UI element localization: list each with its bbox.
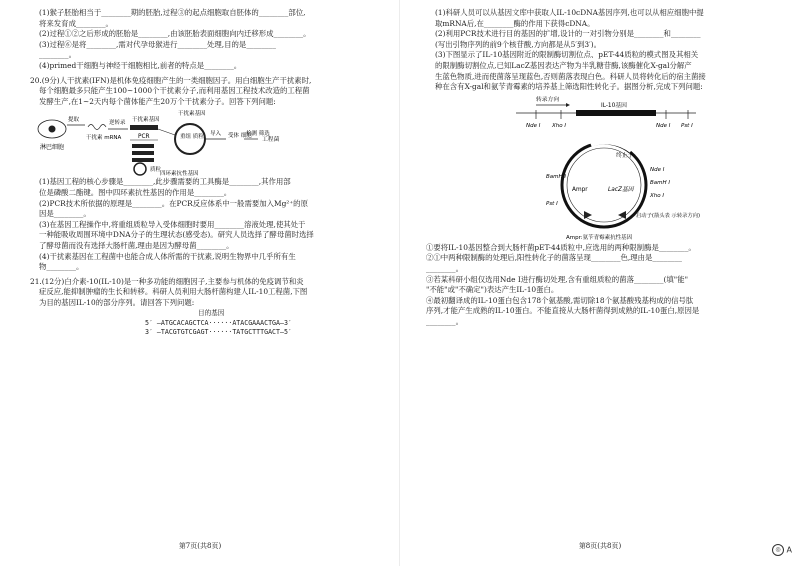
recombinant-label: 重组 质粒 xyxy=(180,134,204,141)
text-line: (1)科研人员可以从基因文库中获取人IL-10cDNA基因序列,也可以从相应细胞中提 xyxy=(435,8,704,17)
interferon-figure xyxy=(30,107,330,177)
text-line: (3)在基因工程操作中,将重组质粒导入受体细胞时要用________溶液处理,使其处于 xyxy=(39,219,306,229)
text-line: 序列,才能产生成熟的IL-10蛋白。不能直接从大肠杆菌得到成熟的IL-10蛋白,原因是 xyxy=(426,306,700,316)
text-line: 位是磷酸二酯键。图中四环素抗性基因的作用是________。 xyxy=(39,187,232,197)
gene-block xyxy=(130,125,158,130)
text-line: 一种能吸收周围环境中DNA分子的生理状态(感受态)。研究人员选择了酵母菌时选择 xyxy=(39,230,314,240)
promoter-arrow-2 xyxy=(618,211,626,219)
pst-plasmid-label: Pst I xyxy=(546,200,558,207)
gene-top-label: 干扰素基因 xyxy=(178,111,206,118)
right-top-block xyxy=(426,8,782,93)
ampr-label: Ampr xyxy=(572,186,588,193)
promoter-label: 启动子(箭头表 示转录方向) xyxy=(636,212,701,219)
logo-letter: A xyxy=(786,545,792,555)
xho-label: Xho I xyxy=(552,122,566,129)
right-page xyxy=(400,0,800,566)
pst-label: Pst I xyxy=(681,122,693,129)
text-line: 取mRNA后,在________酶的作用下获得cDNA。 xyxy=(435,18,595,28)
nde-plasmid-label: Nde I xyxy=(650,166,665,173)
ampr-caption: Ampr:氨苄青霉素抗性基因 xyxy=(566,234,633,241)
sequence-line-2: 3′ —TACGTGTCGAGT······TATGCTTTGACT—5′ xyxy=(145,328,292,337)
text-line: 每个细胞最多只能产生100~1000个干扰素分子,而利用基因工程技术改造的工程菌 xyxy=(39,86,310,96)
resistance-label: 四环素抗性基因 xyxy=(160,171,199,178)
receptor-label: 受体 细胞 xyxy=(228,133,252,140)
bamh-plasmid-label: BamH I xyxy=(650,179,671,186)
text-line: 因是________。 xyxy=(39,209,91,219)
question-20 xyxy=(30,76,386,108)
text-line: (4)干扰素基因在工程菌中也能合成人体所需的干扰素,说明生物界中几乎所有生 xyxy=(39,251,296,261)
text-line: ________。 xyxy=(426,263,463,273)
plasmid-figure xyxy=(426,93,782,243)
il10-gene-bar xyxy=(576,110,656,116)
text-line: 的限制酶切割位点,已知LacZ基因表达产物为半乳糖苷酶,该酶催化X-gal分解产 xyxy=(435,60,692,70)
detect-label: 检测 筛选 xyxy=(246,131,270,138)
gene-title: 目的基因 xyxy=(198,309,225,318)
text-line: (2)过程①②之后形成的胚胎是________,由该胚胎表面细胞向内迁移形成________。 xyxy=(39,29,311,39)
text-line: ________。 xyxy=(426,316,463,326)
lacz-label: LacZ基因 xyxy=(608,186,634,193)
text-line: (3)下图显示了IL-10基因附近的限制酶切割位点、pET-44质粒的模式图及其相关 xyxy=(435,50,699,60)
nde-label-2: Nde I xyxy=(656,122,671,129)
direction-arrowhead xyxy=(566,103,570,107)
extract-label: 提取 xyxy=(68,117,80,124)
right-question-body xyxy=(426,243,782,328)
mrna-wave xyxy=(88,125,106,130)
import-label: 导入 xyxy=(210,131,222,138)
pcr-product-2 xyxy=(132,151,154,155)
text-line: 物________。 xyxy=(39,262,84,272)
text-line: 为目的基因IL-10的部分序列。请回答下列问题: xyxy=(39,297,195,307)
text-line: 生蓝色物质,进而使菌落呈现蓝色,否则菌落表现白色。科研人员将转化后的宿主菌接 xyxy=(435,71,706,81)
pcr-product-1 xyxy=(132,144,154,148)
nde-label: Nde I xyxy=(526,122,541,129)
text-line: (4)primed干细胞与神经干细胞相比,前者的特点是________。 xyxy=(39,60,242,70)
text-line: (3)过程⑥是将________,需对代孕母猴进行________处理,目的是________ xyxy=(39,39,276,49)
text-line: ②①中两种限制酶的处理后,阳性转化子的菌落呈现________色,理由是________ xyxy=(426,253,682,263)
mrna-label: 干扰素 mRNA xyxy=(86,135,122,142)
text-line: (1)基因工程的核心步骤是________,此步骤需要的工具酶是________,其作用部 xyxy=(39,177,291,187)
pcr-label: PCR xyxy=(138,134,150,141)
engineered-label: 工程菌 xyxy=(262,137,280,144)
bamh-label: BamH I xyxy=(546,173,567,180)
to-recombinant-arrow xyxy=(158,129,175,135)
xho-plasmid-label: Xho I xyxy=(650,192,664,199)
gene-label-top: 干扰素基因 xyxy=(132,117,160,124)
il10-label: IL-10基因 xyxy=(601,102,627,109)
text-line: ________。 xyxy=(39,50,76,60)
question-21 xyxy=(30,277,386,309)
plasmid-label: 质粒 xyxy=(150,167,162,174)
text-line: 种在含有X-gal和氨苄青霉素的培养基上筛选阳性转化子。据图分析,完成下列问题: xyxy=(435,82,703,92)
cell-label: 淋巴细胞 xyxy=(40,144,65,152)
text-line: ①要将IL-10基因整合到大肠杆菌pET-44质粒中,应选用的两种限制酶是________。 xyxy=(426,242,696,252)
plasmid-inner-ring xyxy=(567,148,641,222)
sequence-line-1: 5′ —ATGCACAGCTCA······ATACGAAACTGA—3′ xyxy=(145,319,292,328)
text-line: 了酵母菌而没有选择大肠杆菌,理由是因为酵母菌________。 xyxy=(39,240,234,250)
terminator-label: 终止子 xyxy=(616,152,634,159)
left-top-block xyxy=(30,8,386,72)
text-line: ④最初翻译成的IL-10蛋白包含178个氨基酸,需切除18个氨基酸残基构成的信号肽 xyxy=(426,295,694,305)
text-line: (2)PCR技术所依据的原理是________。在PCR反应体系中一般需要加入Mg²⁺的原 xyxy=(39,198,308,208)
reverse-label: 逆转录 xyxy=(109,120,126,127)
promoter-arrow xyxy=(584,211,592,219)
logo-mark-icon: ◎ xyxy=(772,544,784,556)
nucleus-shape xyxy=(49,126,56,133)
text-line: "不能"或"不确定")表达产生IL-10蛋白。 xyxy=(426,285,559,295)
text-line: 发酵生产,在1~2天内每个菌体能产生20万个干扰素分子。回答下列问题: xyxy=(39,96,276,106)
plasmid-circle xyxy=(134,163,146,175)
pcr-product-3 xyxy=(132,158,154,162)
text-line: 将来发育成________。 xyxy=(39,18,113,28)
page-footer-right: 第8页(共8页) xyxy=(578,542,622,551)
publisher-logo xyxy=(772,544,792,556)
text-line: 21.(12分)白介素-10(IL-10)是一种多功能的细胞因子,主要参与机体的免疫调节和炎 xyxy=(30,276,304,286)
text-line: (1)猴子胚胎相当于________期的胚胎,过程③的起点细胞取自胚体的________部位, xyxy=(39,8,306,17)
page-footer-left: 第7页(共8页) xyxy=(178,542,222,551)
question-20-body xyxy=(30,177,386,272)
text-line: 20.(9分)人干扰素(IFN)是机体免疫细胞产生的一类细胞因子。用白细胞生产干扰素时, xyxy=(30,75,312,85)
direction-label: 转录方向 xyxy=(536,96,560,103)
text-line: (写出引物序列的前9个核苷酸,方向都是从5′到3′)。 xyxy=(435,39,602,49)
text-line: 症反应,能抑制肿瘤的生长和转移。科研人员利用大肠杆菌构建人IL-10工程菌,下图 xyxy=(39,287,308,297)
text-line: (2)利用PCR技术进行目的基因的扩增,设计的一对引物分别是________和________ xyxy=(435,29,701,39)
text-line: ③若某科研小组仅选用Nde I进行酶切处理,含有重组质粒的菌落________(填"能" xyxy=(426,274,688,284)
